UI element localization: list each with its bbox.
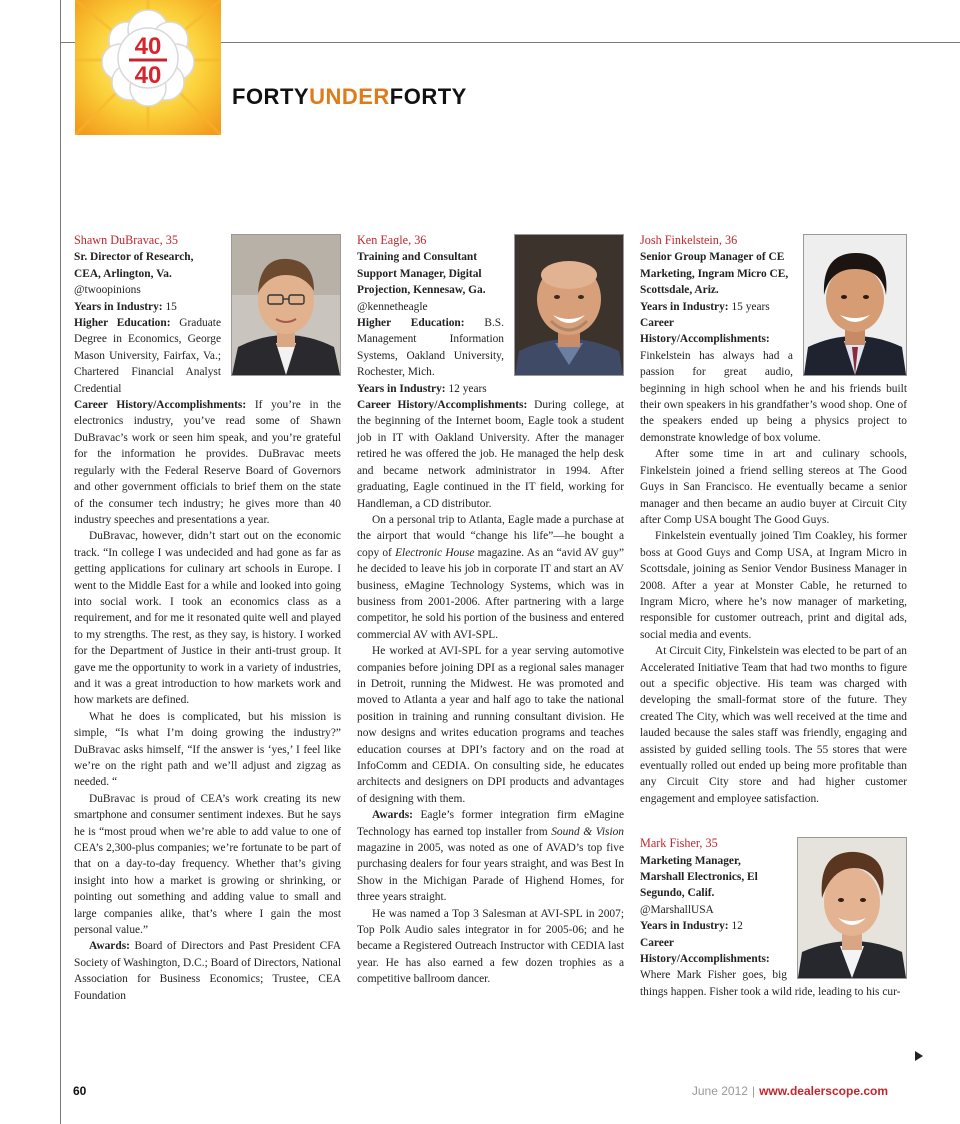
forty-under-forty-logo xyxy=(75,0,221,135)
paragraph: Finkelstein eventually joined Tim Coakley, his former boss at Good Guys and Comp USA, at Ingram Micro in Scottsdale, joining as Senior Vendor Business Manager in 2008. After a year at Monster Cable, he returned to Ingram Micro, where he’s now manager of marketing, responsible for customer outreach, print and digital ads, social media and events. xyxy=(640,530,907,641)
page-number: 60 xyxy=(73,1084,87,1098)
section-title: FORTYUNDERFORTY xyxy=(232,84,467,109)
paragraph: After some time in art and culinary schools, Finkelstein joined a friend selling stereos at The Good Guys in San Francisco. He eventually became a senior manager and then became an audio buyer at Circuit City after Comp USA bought The Good Guys. xyxy=(640,448,907,526)
issue-date: June 2012 xyxy=(691,1084,748,1098)
continued-arrow-icon xyxy=(915,1051,923,1061)
paragraph: At Circuit City, Finkelstein was elected to be part of an Accelerated Initiative Team that had two months to figure out a specific objective. His team was charged with developing the small-format store of the future. They created The City, which was well received at the time and lauded because the sales staff was friendly, engaging and assisted by guided selling tools. The 55 stores that were eventually rolled out ended up being more profitable than any Circuit City store and had higher customer engagement and employee satisfaction. xyxy=(640,645,907,805)
logo-top-number: 40 xyxy=(134,33,162,60)
website-link[interactable]: www.dealerscope.com xyxy=(759,1084,888,1098)
person-handle: @kennetheagle xyxy=(357,300,428,313)
profile-finkelstein: Josh Finkelstein, 36 Senior Group Manager of CE Marketing, Ingram Micro CE, Scottsdale, Ariz. Years in Industry: 15 years Career History/Accomplishments: Finkelstein has always had a passion for great audio, beginning in high school when he and his friends built their own speakers in his grandfather’s wood shop. One of the speakers ended up being a physics project to demonstrate knowledge of box volume. After some time in art and culinary schools, Finkelstein joined a friend selling stereos at The Good Guys in San Francisco. He eventually became a senior manager and then became an audio buyer at Circuit City after Comp USA bought The Good Guys. Finkelstein eventually joined Tim Coakley, his former boss at Good Guys and Comp USA, at Ingram Micro in Scottsdale, joining as Senior Vendor Business Manager in 2008. After a year at Monster Cable, he returned to Ingram Micro, where he’s now manager of marketing, responsible for customer outreach, print and digital ads, social media and events. At Circuit City, Finkelstein was elected to be part of an Accelerated Initiative Team that had two months to figure out a specific objective. His team was charged with developing the small-format store of the future. They created The City, which was well received at the time and lauded because the sales staff was friendly, engaging and assisted by guided selling tools. The 55 stores that were eventually rolled out ended up being more profitable than any Circuit City store and had higher customer engagement and employee satisfaction. Mark Fisher, 35 Marketing Manager, Marshall Electronics, El Segundo, Calif. @MarshallUSA Years in Industry: 12 Career History/Accomplishments: Where Mark Fisher goes, big things happen. Fisher took a wild ride, leading to his cur- xyxy=(640,232,907,1000)
eagle-photo xyxy=(514,234,624,376)
person-handle: @twoopinions xyxy=(74,284,141,297)
paragraph: DuBravac, however, didn’t start out on the economic track. “In college I was undecided and had gone as far as getting applications for culinary art schools in Europe. I went to the Middle East for a while and looked into going into social work. I took an economics class as a requirement, and for me it resonated quite well and played to my strengths. The rest, as they say, is history. I worked for the Department of Justice in their anti-trust group. It gave me the opportunity to work in a variety of industries, and it was a great introduction to how markets work and how markets are defined. xyxy=(74,530,341,707)
profile-dubravac: Shawn DuBravac, 35 Sr. Director of Research, CEA, Arlington, Va. @twoopinions Years in Industry: 15 Higher Education: Graduate Degree in Economics, George Mason University, Fairfax, Va.; Chartered Financial Analyst Credential Career History/Accomplishments: If you’re in the electronics industry, you’ve read some of Shawn DuBravac’s work or seen him speak, and you’re grateful for the information he provides. DuBravac meets regularly with the Federal Reserve Board of Governors and other government officials to brief them on the state of the consumer tech industry; he gives more than 40 industry speeches and presentations a year. DuBravac, however, didn’t start out on the economic track. “In college I was undecided and had gone as far as getting applications for culinary art schools in Europe. I went to the Middle East for a while and looked into going into social work. I took an economics class as a requirement, and for me it resonated quite well and played to my strengths. The rest, as they say, is history. I worked for the Department of Justice in their anti-trust group. It gave me the opportunity to work in a variety of industries, and it was a great introduction to how markets work and how markets are defined. What he does is complicated, but his mission is simple, “Is what I’m doing growing the industry?” DuBravac asks himself, “If the answer is ‘yes,’ I feel like we’re on the right path and we’ll adjust and zigzag as needed. “ DuBravac is proud of CEA’s work creating its new smartphone and consumer sentiment indexes. But he says he is “most proud when we’re able to add value to one of CEA’s 2,300-plus companies; we’re fortunate to be part of that on a day-to-day frequency. Whether that’s giving insight into how a market is growing or shrinking, or pointing out something and adding value to small and large companies alike, that’s where I gain the most personal value.” Awards: Board of Directors and Past President CFA Society of Washington, D.C.; Board of Directors, National Association for Business Economics; Trustee, CEA Foundation xyxy=(74,233,341,1002)
paragraph: He was named a Top 3 Salesman at AVI-SPL in 2007; Top Polk Audio sales integrator in for 2005-06; and he became a Registered Outreach Instructor with CEDIA last year. He has also earned a few dozen trophies as a competitive ballroom dancer. xyxy=(357,907,624,986)
paragraph: DuBravac is proud of CEA’s work creating its new smartphone and consumer sentiment indexes. But he says he is “most proud when we’re able to add value to one of CEA’s 2,300-plus companies; we’re fortunate to be part of that on a day-to-day frequency. Whether that’s giving insight into how a market is growing or shrinking, or pointing out something and adding value to small and large companies alike, that’s where I gain the most personal value.” xyxy=(74,792,341,937)
fisher-photo xyxy=(797,837,907,979)
footer-issue-info: June 2012 | www.dealerscope.com xyxy=(691,1084,888,1098)
person-role: Sr. Director of Research, CEA, Arlington, Va. xyxy=(74,251,194,280)
dubravac-photo xyxy=(231,234,341,376)
left-rule xyxy=(60,0,61,1124)
finkelstein-photo xyxy=(803,234,907,376)
person-role: Training and Consultant Support Manager, Digital Projection, Kennesaw, Ga. xyxy=(357,251,486,297)
paragraph: He worked at AVI-SPL for a year serving automotive companies before joining DPI as a regional sales manager in Detroit, running the Midwest. He was promoted and moved to Atlanta a year and half ago to take the national position in training and running consultant division. He now designs and writes education programs and teaches education courses at DPI’s factory and on the road at InfoComm and CEDIA. On consulting side, he educates architects and designers on DPI products and advantages of designing with them. xyxy=(357,645,624,805)
person-name: Shawn DuBravac, 35 xyxy=(74,233,178,247)
person-name: Ken Eagle, 36 xyxy=(357,233,427,247)
person-handle: @MarshallUSA xyxy=(640,903,714,916)
person-role: Marketing Manager, Marshall Electronics, El Segundo, Calif. xyxy=(640,854,758,900)
profile-eagle: Ken Eagle, 36 Training and Consultant Support Manager, Digital Projection, Kennesaw, Ga. @kennetheagle Higher Education: B.S. Management Information Systems, Oakland University, Rochester, Mich. Years in Industry: 12 years Career History/Accomplishments: During college, at the beginning of the Internet boom, Eagle took a student job in IT with Oakland University. After the manager retired he was offered the job. He managed the help desk and became network administrator in 1994. After graduating, Eagle continued in the IT field, working for Handleman, a CD distributor. On a personal trip to Atlanta, Eagle made a purchase at the airport that would “change his life”—he bought a copy of Electronic House magazine. As an “avid AV guy” he decided to leave his job in corporate IT and start an AV business, eMagine Technology Systems, which was in business from 2001-2006. After partnering with a large competitor, he sold his portion of the business and entered commercial AV with AVI-SPL. He worked at AVI-SPL for a year serving automotive companies before joining DPI as a regional sales manager in Detroit, running the Midwest. He was promoted and moved to Atlanta a year and half ago to take the national position in training and running consultant division. He now designs and writes education programs and teaches education courses at DPI’s factory and on the road at InfoComm and CEDIA. On consulting side, he educates architects and designers on DPI products and advantages of designing with them. Awards: Eagle’s former integration firm eMagine Technology has earned top installer from Sound & Vision magazine in 2005, was noted as one of AVAD’s top five purchasing dealers for four years straight, and was Best In Show in the Michigan Parade of Highend Homes, for three years straight. He was named a Top 3 Salesman at AVI-SPL in 2007; Top Polk Audio sales integrator in for 2005-06; and he became a Registered Outreach Instructor with CEDIA last year. He has also earned a few dozen trophies as a competitive ballroom dancer. xyxy=(357,232,624,988)
paragraph: What he does is complicated, but his mission is simple, “Is what I’m doing growing the industry?” DuBravac asks himself, “If the answer is ‘yes,’ I feel like we’re on the right path and we’ll adjust and zigzag as needed. “ xyxy=(74,710,341,789)
person-role: Senior Group Manager of CE Marketing, Ingram Micro CE, Scottsdale, Ariz. xyxy=(640,251,789,297)
person-name: Mark Fisher, 35 xyxy=(640,836,718,851)
logo-bottom-number: 40 xyxy=(134,62,162,89)
profile-fisher: Mark Fisher, 35 Marketing Manager, Marshall Electronics, El Segundo, Calif. @MarshallUSA Years in Industry: 12 Career History/Accomplishments: Where Mark Fisher goes, big things happen. Fisher took a wild ride, leading to his cur- xyxy=(640,835,907,1000)
person-name: Josh Finkelstein, 36 xyxy=(640,233,738,247)
